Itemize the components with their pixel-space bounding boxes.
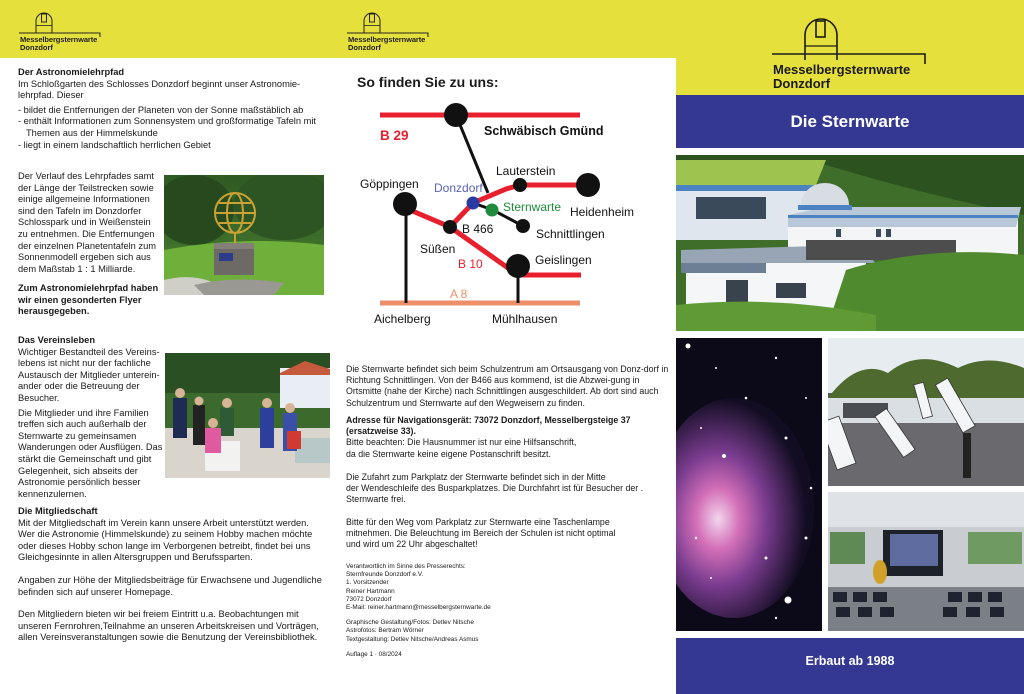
- photo-telescopes: [828, 338, 1024, 486]
- map-title: So finden Sie zu uns:: [357, 74, 499, 90]
- lehrpfad-bullet: - enthält Informationen zum Sonnensystem und großformatige Tafeln mit Themen aus der Himmelskunde: [18, 116, 316, 138]
- observatory-dome-icon: [772, 16, 932, 64]
- cover-logo-line-2: Donzdorf: [773, 76, 831, 91]
- label-aichelberg: Aichelberg: [374, 312, 431, 326]
- photo-club-group: [165, 353, 330, 478]
- lehrpfad-bullet: - bildet die Entfernungen der Planeten von der Sonne maßstäblich ab: [18, 104, 304, 115]
- vereinsleben-p2: Die Mitglieder und ihre Familien treffen sich auch außerhalb der Sternwarte zu gemeinsamen Wanderungen oder Ausflügen. Das stärkt die Gemeinschaft und gibt Gelegenheit, sich abseits der Astronomie persönlich besser kennenzulernen.: [18, 407, 163, 499]
- panel-middle: [338, 0, 676, 694]
- observatory-dome-icon: [346, 11, 436, 37]
- lamp-line-2: mitnehmen. Die Beleuchtung im Bereich der Schulen ist nicht optimal: [346, 528, 616, 539]
- panel-left: [0, 0, 338, 694]
- logo-line-2: Donzdorf: [348, 43, 381, 52]
- node-goeppingen: [393, 192, 417, 216]
- logo: [346, 11, 436, 51]
- imprint: [346, 563, 646, 659]
- vereinsleben-heading: Das Vereinsleben: [18, 335, 95, 345]
- imprint-line: Reiner Hartmann: [346, 587, 395, 595]
- photo-orion-nebula: [676, 338, 822, 631]
- imprint-line: Sternfreunde Donzdorf e.V.: [346, 571, 424, 579]
- photo-observatory-building: [676, 155, 1024, 331]
- parking-line-2: der Wendeschleife des Busparkplatzes. Die Durchfahrt ist für Besucher der .: [346, 483, 644, 494]
- node-heidenheim: [576, 173, 600, 197]
- observatory-dome-icon: [18, 11, 108, 37]
- photo-lecture-hall: [828, 492, 1024, 631]
- lamp-line-3: und wird um 22 Uhr abgeschaltet!: [346, 539, 478, 550]
- label-schnittlingen: Schnittlingen: [536, 227, 605, 241]
- lehrpfad-bullets: [18, 105, 323, 151]
- mitgliedschaft-p3: Den Mitgliedern bieten wir bei freiem Eintritt u.a. Beobachtungen mit unseren Fernrohren,Teilnahme an unseren Arbeitskreisen und Vorträgen, allen Vereinsveranstaltungen sowie die Benutzung der Vereinsbibliothek.: [18, 609, 319, 643]
- lehrpfad-intro: Im Schloßgarten des Schlosses Donzdorf beginnt unser Astronomie-lehrpfad. Dieser: [18, 78, 301, 101]
- lehrpfad-paragraph: Der Verlauf des Lehrpfades samt der Länge der Teilstrecken sowie einige allgemeine Informationen sind den Tafeln im Donzdorfer Schlosspark und in Weißenstein zu entnehmen. Die Entfernungen der einzelnen Planetentafeln zum Sonnenmodell ergeben sich aus dem Maßstab 1 : 1 Milliarde.: [18, 171, 156, 274]
- panel-right-cover: [676, 0, 1024, 694]
- label-a8: A 8: [450, 287, 468, 301]
- address-bold: Adresse für Navigationsgerät: 73072 Donzdorf, Messelbergsteige 37 (ersatzweise 33).: [346, 415, 631, 437]
- cover-footer-band: [676, 638, 1024, 694]
- lamp-line-1: Bitte für den Weg vom Parkplatz zur Sternwarte eine Taschenlampe: [346, 517, 610, 527]
- lehrpfad-bullet: - liegt in einem landschaftlich herrlichen Gebiet: [18, 139, 211, 150]
- address-note-1: Bitte beachten: Die Hausnummer ist nur eine Hilfsanschrift,: [346, 437, 577, 448]
- cover-logo-line-1: Messelbergsternwarte: [773, 62, 911, 77]
- label-suessen: Süßen: [420, 242, 456, 256]
- label-schwaebisch-gmuend: Schwäbisch Gmünd: [484, 124, 604, 138]
- cover-logo: [772, 16, 932, 91]
- label-muehlhausen: Mühlhausen: [492, 312, 558, 326]
- node-suessen: [443, 220, 457, 234]
- label-lauterstein: Lauterstein: [496, 164, 556, 178]
- road-map: [338, 92, 676, 332]
- mitgliedschaft-section: [18, 506, 328, 644]
- directions-text: Die Sternwarte befindet sich beim Schulzentrum am Ortsausgang von Donz-dorf in Richtung Schnittlingen. Von der B466 aus kommend, ist die Abzwei-gung in Ortsmitte (nahe der Kirche) nach Schnittlingen ausgeschildert. Ab dort sind auch Schulzentrum und Sternwarte auf den Wegweisern zu finden.: [346, 364, 669, 408]
- node-lauterstein: [513, 178, 527, 192]
- edition: Auflage 1 · 08/2024: [346, 650, 402, 658]
- vereinsleben-section: [18, 335, 164, 500]
- credit-line: Astrofotos: Bertram Wörner: [346, 627, 424, 635]
- label-b29: B 29: [380, 128, 409, 143]
- label-b466: B 466: [462, 222, 494, 236]
- flyer-note: Zum Astronomielehrpfad haben wir einen gesonderten Flyer herausgegeben.: [18, 283, 159, 317]
- cover-title-band: [676, 95, 1024, 148]
- label-heidenheim: Heidenheim: [570, 205, 635, 219]
- mitgliedschaft-p2: Angaben zur Höhe der Mitgliedsbeiträge für Erwachsene und Jugendliche befinden sich auf unserer Homepage.: [18, 574, 322, 597]
- label-b10: B 10: [458, 257, 483, 271]
- address-section: [346, 415, 671, 460]
- node-geislingen: [506, 254, 530, 278]
- mitgliedschaft-heading: Die Mitgliedschaft: [18, 506, 98, 516]
- imprint-line: 73072 Donzdorf: [346, 595, 392, 603]
- parking-section: [346, 472, 674, 506]
- node-donzdorf: [467, 197, 480, 210]
- logo-line-1: Messelbergsternwarte: [348, 35, 426, 44]
- imprint-line: Verantwortlich im Sinne des Presserechts:: [346, 563, 466, 570]
- address-note-2: da die Sternwarte keine eigene Postanschrift besitzt.: [346, 448, 551, 459]
- imprint-email: E-Mail: reiner.hartmann@messelbergsternwarte.de: [346, 604, 491, 612]
- label-sternwarte: Sternwarte: [503, 200, 562, 214]
- lamp-section: [346, 517, 674, 551]
- label-goeppingen: Göppingen: [360, 177, 419, 191]
- lehrpfad-section: [18, 67, 323, 151]
- logo-line-2: Donzdorf: [20, 43, 53, 52]
- node-sternwarte: [486, 204, 499, 217]
- imprint-line: 1. Vorsitzender: [346, 579, 389, 587]
- vereinsleben-p1: Wichtiger Bestandteil des Vereins-lebens ist nicht nur der fachliche Austausch der Mitglieder unterein-ander oder die Betreuung der Besucher.: [18, 346, 160, 403]
- parking-line-3: Sternwarte frei.: [346, 494, 406, 505]
- credit-line: Textgestaltung: Detlev Nitsche/Andreas Asmus: [346, 635, 479, 643]
- node-schnittlingen: [516, 219, 530, 233]
- cover-title: Die Sternwarte: [790, 112, 910, 131]
- label-geislingen: Geislingen: [535, 253, 592, 267]
- cover-footer: Erbaut ab 1988: [805, 654, 895, 668]
- node-schwaebisch-gmuend: [444, 103, 468, 127]
- photo-armillary-sphere: [164, 175, 324, 295]
- label-donzdorf: Donzdorf: [434, 181, 483, 195]
- parking-line-1: Die Zufahrt zum Parkplatz der Sternwarte befindet sich in der Mitte: [346, 472, 606, 482]
- mitgliedschaft-p1: Mit der Mitgliedschaft im Verein kann unsere Arbeit unterstützt werden. Wer die Astronomie (Himmelskunde) zu seinem Hobby machen möchte oder dieses Hobby schon lange im Verborgenen betreibt, findet bei uns Gleichgesinnte in allen Altersgruppen und Berufssparten.: [18, 517, 313, 563]
- logo: [18, 11, 108, 51]
- lehrpfad-heading: Der Astronomielehrpfad: [18, 67, 125, 77]
- logo-line-1: Messelbergsternwarte: [20, 35, 98, 44]
- credit-line: Graphische Gestaltung/Fotos: Detlev Nitsche: [346, 619, 474, 627]
